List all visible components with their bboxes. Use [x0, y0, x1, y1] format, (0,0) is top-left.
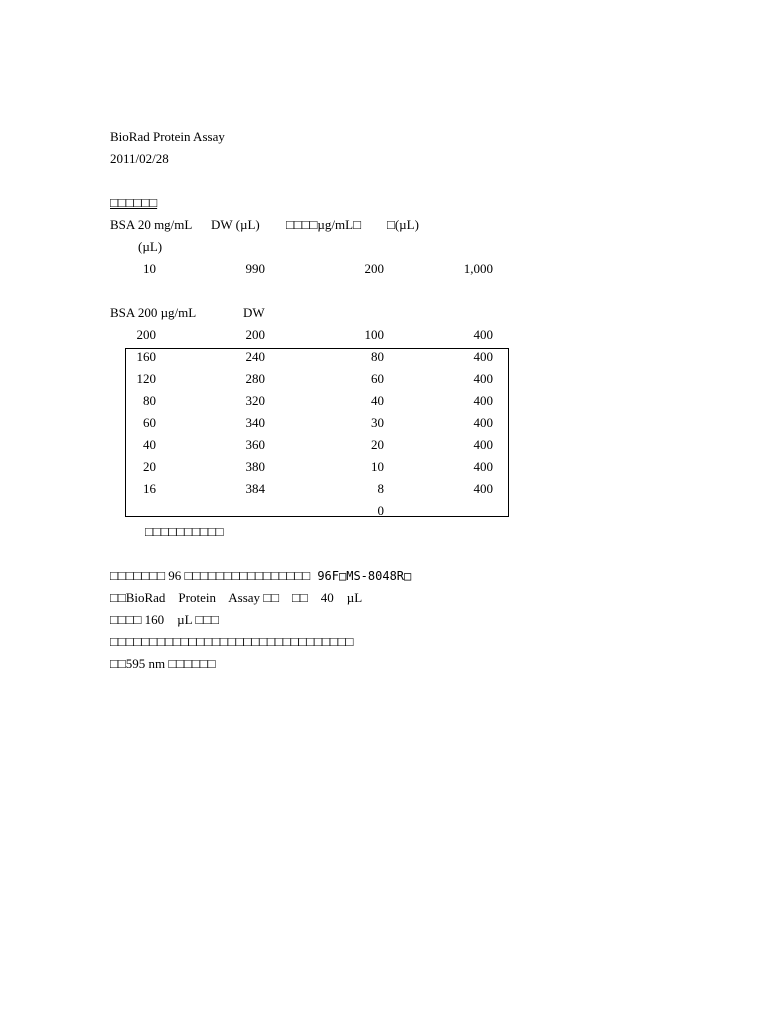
table-cell-conc: 60	[371, 371, 384, 386]
table-cell-bsa: 80	[143, 393, 156, 408]
table-cell-conc: 80	[371, 349, 384, 364]
table-cell-dw: 360	[245, 437, 265, 452]
step-3: □□□□ 160 µL □□□	[110, 612, 219, 627]
table-cell-total: 400	[473, 371, 493, 386]
table-cell-dw: 280	[245, 371, 265, 386]
step-1	[110, 568, 411, 584]
table-cell-total: 400	[473, 349, 493, 364]
table-cell-conc: 30	[371, 415, 384, 430]
section1-cell-bsa: 10	[143, 261, 156, 276]
table-cell-total: 400	[473, 393, 493, 408]
step-5: □□595 nm □□□□□□	[110, 656, 216, 671]
section2-col2-header: DW	[243, 305, 265, 320]
table-cell-dw: 380	[245, 459, 265, 474]
section1-col1-unit: (µL)	[138, 239, 163, 254]
section1-cell-conc: 200	[364, 261, 384, 276]
table-cell-total: 400	[473, 327, 493, 342]
table-caption: □□□□□□□□□□	[145, 524, 224, 539]
table-cell-dw: 240	[245, 349, 265, 364]
table-cell-dw: 340	[245, 415, 265, 430]
section1-heading: □□□□□□	[110, 195, 158, 210]
step-4: □□□□□□□□□□□□□□□□□□□□□□□□□□□□□□□	[110, 634, 354, 649]
table-cell-total: 400	[473, 459, 493, 474]
table-cell-conc: 40	[371, 393, 384, 408]
table-cell-bsa: 160	[136, 349, 156, 364]
table-cell-dw: 384	[245, 481, 265, 496]
step-1-plate-model: 96F□MS-8048R□	[310, 569, 412, 583]
section1-cell-dw: 990	[245, 261, 265, 276]
section1-col3-header: □□□□µg/mL□	[286, 217, 361, 232]
section1-col2-header: DW (µL)	[211, 217, 260, 232]
table-cell-bsa: 120	[136, 371, 156, 386]
doc-date: 2011/02/28	[110, 151, 169, 166]
section2-col1-header: BSA 200 µg/mL	[110, 305, 197, 320]
table-cell-bsa: 16	[143, 481, 156, 496]
section1-cell-total: 1,000	[463, 261, 493, 276]
table-cell-total: 400	[473, 437, 493, 452]
table-cell-conc: 10	[371, 459, 384, 474]
section1-col1-header: BSA 20 mg/mL	[110, 217, 193, 232]
table-cell-bsa: 40	[143, 437, 156, 452]
table-cell-conc: 20	[371, 437, 384, 452]
table-cell-total: 400	[473, 415, 493, 430]
table-cell-conc: 8	[377, 481, 384, 496]
doc-title: BioRad Protein Assay	[110, 129, 225, 144]
table-cell-dw: 200	[245, 327, 265, 342]
table-cell-dw: 320	[245, 393, 265, 408]
section1-col4-header: □(µL)	[387, 217, 419, 232]
table-cell-bsa: 60	[143, 415, 156, 430]
table-cell-bsa: 200	[136, 327, 156, 342]
step-2: □□BioRad Protein Assay □□ □□ 40 µL	[110, 590, 363, 605]
table-cell-total: 400	[473, 481, 493, 496]
table-cell-bsa: 20	[143, 459, 156, 474]
step-1-text: □□□□□□□ 96 □□□□□□□□□□□□□□□□	[110, 568, 311, 583]
table-cell-conc: 0	[377, 503, 384, 518]
table-cell-conc: 100	[364, 327, 384, 342]
